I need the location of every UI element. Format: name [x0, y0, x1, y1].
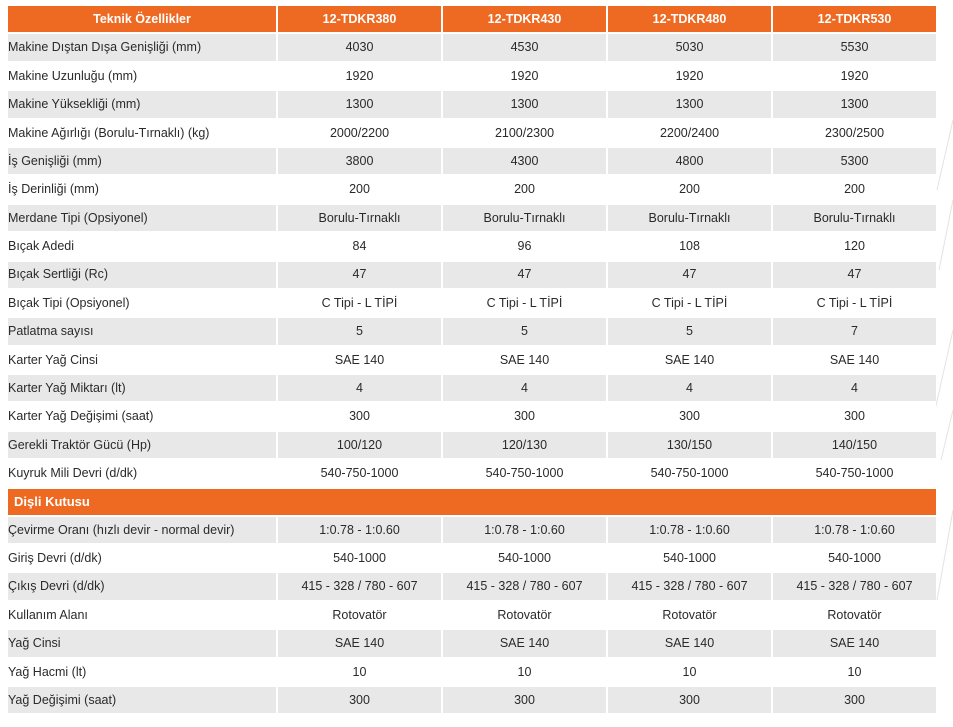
- spec-value-cell: 200: [608, 176, 771, 202]
- spec-value-cell: 415 - 328 / 780 - 607: [773, 573, 936, 599]
- table-row: [8, 318, 936, 344]
- table-row: [8, 602, 936, 628]
- spec-value-cell: 10: [443, 659, 606, 685]
- table-row: [8, 347, 936, 373]
- spec-table: [6, 4, 938, 715]
- spec-value-cell: 540-1000: [443, 545, 606, 571]
- spec-value-cell: Rotovatör: [773, 602, 936, 628]
- spec-value-cell: C Tipi - L TİPİ: [443, 290, 606, 316]
- spec-value-cell: 2200/2400: [608, 120, 771, 146]
- spec-table-body: [8, 34, 936, 713]
- spec-value-cell: 84: [278, 233, 441, 259]
- spec-value-cell: 1:0.78 - 1:0.60: [278, 517, 441, 543]
- spec-value-cell: 1300: [608, 91, 771, 117]
- spec-value-cell: 540-750-1000: [443, 460, 606, 486]
- spec-label: Gerekli Traktör Gücü (Hp): [8, 432, 276, 458]
- spec-value-cell: 200: [443, 176, 606, 202]
- model-header: 12-TDKR430: [443, 6, 606, 32]
- spec-value-cell: 4: [608, 375, 771, 401]
- table-row: [8, 630, 936, 656]
- spec-table-header: [8, 6, 936, 32]
- spec-value-cell: 200: [278, 176, 441, 202]
- spec-value-cell: 4: [278, 375, 441, 401]
- spec-value-cell: 300: [773, 403, 936, 429]
- spec-value-cell: 47: [443, 262, 606, 288]
- spec-value-cell: 140/150: [773, 432, 936, 458]
- gearbox-label: Yağ Cinsi: [8, 630, 276, 656]
- spec-value-cell: 2000/2200: [278, 120, 441, 146]
- spec-label: Makine Yüksekliği (mm): [8, 91, 276, 117]
- spec-value-cell: 200: [773, 176, 936, 202]
- section-header-gearbox: [8, 489, 936, 515]
- spec-label: Makine Dıştan Dışa Genişliği (mm): [8, 34, 276, 60]
- spec-value-cell: 10: [608, 659, 771, 685]
- spec-value-cell: 120: [773, 233, 936, 259]
- spec-label: Karter Yağ Değişimi (saat): [8, 403, 276, 429]
- spec-value-cell: 3800: [278, 148, 441, 174]
- spec-value-cell: 2100/2300: [443, 120, 606, 146]
- table-row: [8, 91, 936, 117]
- spec-value-cell: Rotovatör: [443, 602, 606, 628]
- spec-value-cell: Borulu-Tırnaklı: [443, 205, 606, 231]
- spec-value-cell: 300: [278, 403, 441, 429]
- table-row: [8, 432, 936, 458]
- spec-value-cell: 1:0.78 - 1:0.60: [443, 517, 606, 543]
- spec-label: Karter Yağ Cinsi: [8, 347, 276, 373]
- spec-label: Makine Uzunluğu (mm): [8, 63, 276, 89]
- spec-value-cell: 1920: [443, 63, 606, 89]
- spec-value-cell: Borulu-Tırnaklı: [773, 205, 936, 231]
- spec-value-cell: 4: [773, 375, 936, 401]
- gearbox-label: Çevirme Oranı (hızlı devir - normal devir): [8, 517, 276, 543]
- table-row: [8, 659, 936, 685]
- spec-value-cell: 540-1000: [278, 545, 441, 571]
- section-title: Dişli Kutusu: [8, 489, 936, 515]
- spec-value-cell: 415 - 328 / 780 - 607: [278, 573, 441, 599]
- spec-value-cell: 4030: [278, 34, 441, 60]
- spec-value-cell: C Tipi - L TİPİ: [773, 290, 936, 316]
- spec-value-cell: 415 - 328 / 780 - 607: [608, 573, 771, 599]
- spec-label: Merdane Tipi (Opsiyonel): [8, 205, 276, 231]
- spec-value-cell: 5: [608, 318, 771, 344]
- model-header: 12-TDKR480: [608, 6, 771, 32]
- table-row: [8, 545, 936, 571]
- spec-value-cell: 5: [278, 318, 441, 344]
- spec-value-cell: Rotovatör: [278, 602, 441, 628]
- spec-label: Patlatma sayısı: [8, 318, 276, 344]
- spec-label: Kuyruk Mili Devri (d/dk): [8, 460, 276, 486]
- spec-value-cell: SAE 140: [773, 630, 936, 656]
- spec-value-cell: 5030: [608, 34, 771, 60]
- spec-label: İş Genişliği (mm): [8, 148, 276, 174]
- spec-value-cell: 540-750-1000: [773, 460, 936, 486]
- spec-value-cell: SAE 140: [443, 347, 606, 373]
- gearbox-label: Kullanım Alanı: [8, 602, 276, 628]
- spec-value-cell: 5300: [773, 148, 936, 174]
- header-title: Teknik Özellikler: [8, 6, 276, 32]
- spec-value-cell: 300: [443, 687, 606, 713]
- table-row: [8, 573, 936, 599]
- spec-label: İş Derinliği (mm): [8, 176, 276, 202]
- gearbox-label: Yağ Değişimi (saat): [8, 687, 276, 713]
- spec-value-cell: 1300: [278, 91, 441, 117]
- table-row: [8, 233, 936, 259]
- spec-value-cell: SAE 140: [608, 347, 771, 373]
- spec-value-cell: 1920: [773, 63, 936, 89]
- spec-value-cell: 4300: [443, 148, 606, 174]
- spec-value-cell: 540-1000: [773, 545, 936, 571]
- spec-label: Bıçak Tipi (Opsiyonel): [8, 290, 276, 316]
- spec-value-cell: Rotovatör: [608, 602, 771, 628]
- table-row: [8, 176, 936, 202]
- spec-value-cell: 1300: [443, 91, 606, 117]
- spec-value-cell: 4800: [608, 148, 771, 174]
- spec-value-cell: 1920: [608, 63, 771, 89]
- model-header: 12-TDKR530: [773, 6, 936, 32]
- table-row: [8, 517, 936, 543]
- table-row: [8, 403, 936, 429]
- spec-value-cell: 300: [773, 687, 936, 713]
- table-row: [8, 262, 936, 288]
- spec-value-cell: 47: [278, 262, 441, 288]
- spec-value-cell: 300: [443, 403, 606, 429]
- spec-value-cell: 4530: [443, 34, 606, 60]
- spec-value-cell: SAE 140: [608, 630, 771, 656]
- spec-value-cell: 415 - 328 / 780 - 607: [443, 573, 606, 599]
- spec-value-cell: 1920: [278, 63, 441, 89]
- spec-value-cell: 540-1000: [608, 545, 771, 571]
- spec-label: Makine Ağırlığı (Borulu-Tırnaklı) (kg): [8, 120, 276, 146]
- spec-value-cell: SAE 140: [443, 630, 606, 656]
- spec-value-cell: 5: [443, 318, 606, 344]
- spec-value-cell: 1300: [773, 91, 936, 117]
- spec-value-cell: SAE 140: [773, 347, 936, 373]
- spec-value-cell: 47: [608, 262, 771, 288]
- spec-value-cell: 47: [773, 262, 936, 288]
- spec-value-cell: 10: [278, 659, 441, 685]
- spec-value-cell: Borulu-Tırnaklı: [608, 205, 771, 231]
- gearbox-label: Yağ Hacmi (lt): [8, 659, 276, 685]
- spec-value-cell: 1:0.78 - 1:0.60: [608, 517, 771, 543]
- table-row: [8, 120, 936, 146]
- spec-value-cell: SAE 140: [278, 630, 441, 656]
- table-row: [8, 460, 936, 486]
- spec-value-cell: 130/150: [608, 432, 771, 458]
- spec-value-cell: 300: [278, 687, 441, 713]
- gearbox-label: Çıkış Devri (d/dk): [8, 573, 276, 599]
- table-row: [8, 375, 936, 401]
- table-row: [8, 290, 936, 316]
- spec-value-cell: 2300/2500: [773, 120, 936, 146]
- table-row: [8, 34, 936, 60]
- spec-value-cell: 300: [608, 403, 771, 429]
- spec-value-cell: 1:0.78 - 1:0.60: [773, 517, 936, 543]
- spec-value-cell: 96: [443, 233, 606, 259]
- spec-value-cell: C Tipi - L TİPİ: [278, 290, 441, 316]
- spec-value-cell: C Tipi - L TİPİ: [608, 290, 771, 316]
- spec-label: Bıçak Adedi: [8, 233, 276, 259]
- spec-value-cell: 300: [608, 687, 771, 713]
- spec-value-cell: 540-750-1000: [608, 460, 771, 486]
- table-row: [8, 148, 936, 174]
- spec-value-cell: 100/120: [278, 432, 441, 458]
- spec-value-cell: 120/130: [443, 432, 606, 458]
- spec-value-cell: 540-750-1000: [278, 460, 441, 486]
- spec-label: Bıçak Sertliği (Rc): [8, 262, 276, 288]
- spec-value-cell: 5530: [773, 34, 936, 60]
- spec-value-cell: 4: [443, 375, 606, 401]
- table-row: [8, 63, 936, 89]
- table-row: [8, 205, 936, 231]
- spec-value-cell: 7: [773, 318, 936, 344]
- spec-value-cell: Borulu-Tırnaklı: [278, 205, 441, 231]
- spec-label: Karter Yağ Miktarı (lt): [8, 375, 276, 401]
- model-header: 12-TDKR380: [278, 6, 441, 32]
- spec-value-cell: SAE 140: [278, 347, 441, 373]
- spec-value-cell: 10: [773, 659, 936, 685]
- table-row: [8, 687, 936, 713]
- spec-value-cell: 108: [608, 233, 771, 259]
- gearbox-label: Giriş Devri (d/dk): [8, 545, 276, 571]
